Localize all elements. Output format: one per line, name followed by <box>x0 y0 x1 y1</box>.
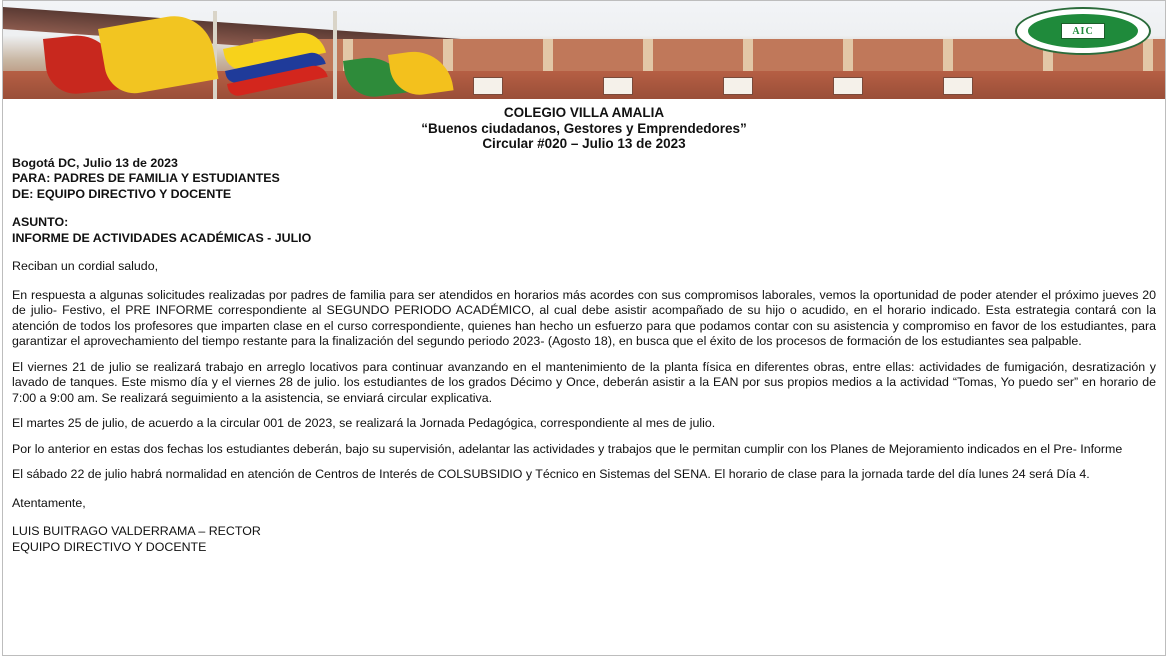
document-heading <box>12 105 1156 152</box>
window <box>943 77 973 95</box>
from-line: DE: EQUIPO DIRECTIVO Y DOCENTE <box>12 186 232 201</box>
school-logo <box>1015 7 1151 55</box>
subject-label: ASUNTO: <box>12 215 69 229</box>
recipient-block <box>12 156 1156 203</box>
subject-text: INFORME DE ACTIVIDADES ACADÉMICAS - JULIO <box>12 230 312 245</box>
paragraph-saturday: El sábado 22 de julio habrá normalidad en atención de Centros de Interés de COLSUBSIDIO y Técnico en Sistemas del SENA. El horario de clase para la jornada tarde del día lunes 24 será Día 4. <box>12 467 1090 481</box>
subject-block <box>12 215 1156 246</box>
paragraph-maintenance: El viernes 21 de julio se realizará trabajo en arreglo locativos para continuar avanzando en el mantenimiento de la planta física en diferentes obras, entre ellas: actividades de fumigación, desratización y lavado de tanques. Este mismo día y el viernes 28 de julio. los estudiantes de los grados Décimo y Once, deberán asistir a la EAN por sus propios medios a la actividad “Tomas, Yo puedo ser” en horario de 7:00 a 9:00 am. Se realizará seguimiento a la asistencia, se enviará circular explicativa. <box>12 359 1156 405</box>
to-line: PARA: PADRES DE FAMILIA Y ESTUDIANTES <box>12 171 280 185</box>
paragraph-activities: Por lo anterior en estas dos fechas los estudiantes deberán, bajo su supervisión, adelantar las actividades y trabajos que le permitan cumplir con los Planes de Mejoramiento indicados en el Pre- Informe <box>12 441 1123 456</box>
window <box>833 77 863 95</box>
signer-team: EQUIPO DIRECTIVO Y DOCENTE <box>12 539 207 554</box>
school-motto: “Buenos ciudadanos, Gestores y Emprendedores” <box>421 120 747 136</box>
header-banner-photo <box>3 1 1165 99</box>
place-date: Bogotá DC, Julio 13 de 2023 <box>12 155 178 170</box>
circular-document <box>2 0 1166 656</box>
paragraph-jornada-pedagogica: El martes 25 de julio, de acuerdo a la circular 001 de 2023, se realizará la Jornada Pedagógica, correspondiente al mes de julio. <box>12 416 716 430</box>
school-name: COLEGIO VILLA AMALIA <box>503 105 665 120</box>
signer-name: LUIS BUITRAGO VALDERRAMA – RECTOR <box>12 524 261 538</box>
paragraph-pre-informe: En respuesta a algunas solicitudes realizadas por padres de familia para ser atendidos en horarios más acordes con sus compromisos laborales, vemos la oportunidad de poder atender el próximo jueves 20 de julio- Festivo, el PRE INFORME correspondiente al SEGUNDO PERIODO ACADÉMICO, al cual debe asistir acompañado de su hijo o acudido, en el horario indicado. Esta estrategia contará con la atención de todos los profesores que imparten clase en el curso correspondiente, quienes han hecho un esfuerzo para que podamos contar con su asistencia y compromiso en favor de los estudiantes, para garantizar el aprovechamiento del tiempo restante para la finalización del segundo periodo 2023- (Agosto 18), en busca que el éxito de los procesos de formación de los estudiantes sea palpable. <box>12 287 1156 348</box>
window <box>473 77 503 95</box>
school-logo-emblem <box>1028 14 1138 48</box>
greeting: Reciban un cordial saludo, <box>12 259 159 273</box>
window <box>603 77 633 95</box>
circular-number: Circular #020 – Julio 13 de 2023 <box>482 136 686 151</box>
closing: Atentamente, <box>12 495 86 510</box>
document-body <box>3 99 1165 555</box>
window <box>723 77 753 95</box>
school-logo-book: AIC <box>1061 23 1105 39</box>
flag-pole <box>333 11 337 99</box>
